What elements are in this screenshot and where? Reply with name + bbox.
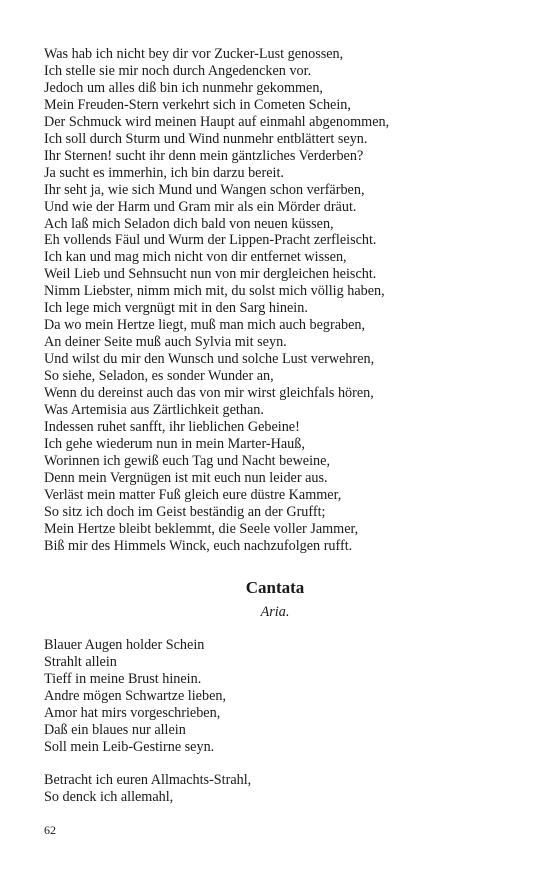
stanza-line: Andre mögen Schwartze lieben, (44, 687, 227, 704)
poem-line: Ich kan und mag mich nicht von dir entfernet wissen, (44, 249, 347, 266)
poem-line: Da wo mein Hertze liegt, muß man mich auch begraben, (44, 317, 366, 334)
stanza-line: Betracht ich euren Allmachts-Strahl, (44, 772, 252, 788)
poem-line: Der Schmuck wird meinen Haupt auf einmahl abgenommen, (44, 113, 390, 130)
stanza-line: So denck ich allemahl, (44, 788, 174, 805)
aria-stanza-2 (44, 772, 444, 806)
poem-line: Ihr seht ja, wie sich Mund und Wangen schon verfärben, (44, 181, 365, 198)
poem-line: So sitz ich doch im Geist beständig an der Grufft; (44, 503, 326, 520)
poem-line: Ihr Sternen! sucht ihr denn mein gäntzliches Verderben? (44, 147, 364, 164)
poem-line: Ich lege mich vergnügt mit in den Sarg hinein. (44, 300, 308, 317)
poem-line: Wenn du dereinst auch das von mir wirst gleichfals hören, (44, 385, 374, 402)
poem-line: Mein Freuden-Stern verkehrt sich in Cometen Schein, (44, 96, 351, 113)
poem-line: Was hab ich nicht bey dir vor Zucker-Lust genossen, (44, 46, 344, 62)
stanza-line: Soll mein Leib-Gestirne seyn. (44, 738, 215, 755)
poem-line: Denn mein Vergnügen ist mit euch nun leider aus. (44, 469, 328, 486)
aria-stanza-1 (44, 637, 444, 756)
poem-text (44, 46, 514, 555)
stanza-line: Blauer Augen holder Schein (44, 637, 205, 653)
poem-line: Indessen ruhet sanfft, ihr lieblichen Gebeine! (44, 418, 300, 435)
poem-line: Ja sucht es immerhin, ich bin darzu bereit. (44, 164, 284, 181)
cantata-heading: Cantata (245, 578, 305, 597)
poem-line: Ach laß mich Seladon dich bald von neuen küssen, (44, 215, 334, 232)
stanza-line: Tieff in meine Brust hinein. (44, 670, 202, 687)
poem-line: Biß mir des Himmels Winck, euch nachzufolgen rufft. (44, 537, 353, 554)
poem-line: Nimm Liebster, nimm mich mit, du solst mich völlig haben, (44, 283, 385, 300)
poem-line: Weil Lieb und Sehnsucht nun von mir dergleichen heischt. (44, 266, 377, 283)
poem-line: Ich gehe wiederum nun in mein Marter-Hauß, (44, 435, 305, 452)
poem-line: Ich stelle sie mir noch durch Angedencken vor. (44, 62, 312, 79)
poem-line: Jedoch um alles diß bin ich nunmehr gekommen, (44, 79, 323, 96)
poem-line: So siehe, Seladon, es sonder Wunder an, (44, 368, 274, 385)
stanza-line: Amor hat mirs vorgeschrieben, (44, 704, 221, 721)
poem-line: Mein Hertze bleibt beklemmt, die Seele voller Jammer, (44, 520, 359, 537)
poem-line: Was Artemisia aus Zärtlichkeit gethan. (44, 402, 264, 419)
poem-line: Worinnen ich gewiß euch Tag und Nacht beweine, (44, 452, 330, 469)
stanza-line: Strahlt allein (44, 653, 117, 670)
poem-line: Verläst mein matter Fuß gleich eure düstre Kammer, (44, 486, 342, 503)
poem-line: Und wilst du mir den Wunsch und solche Lust verwehren, (44, 351, 375, 368)
poem-line: Und wie der Harm und Gram mir als ein Mörder dräut. (44, 198, 357, 215)
poem-line: Eh vollends Fäul und Wurm der Lippen-Pracht zerfleischt. (44, 232, 377, 249)
page-number: 62 (44, 823, 56, 837)
aria-subheading: Aria. (260, 604, 290, 620)
poem-line: An deiner Seite muß auch Sylvia mit seyn. (44, 334, 287, 351)
stanza-line: Daß ein blaues nur allein (44, 721, 186, 738)
poem-line: Ich soll durch Sturm und Wind nunmehr entblättert seyn. (44, 130, 368, 147)
